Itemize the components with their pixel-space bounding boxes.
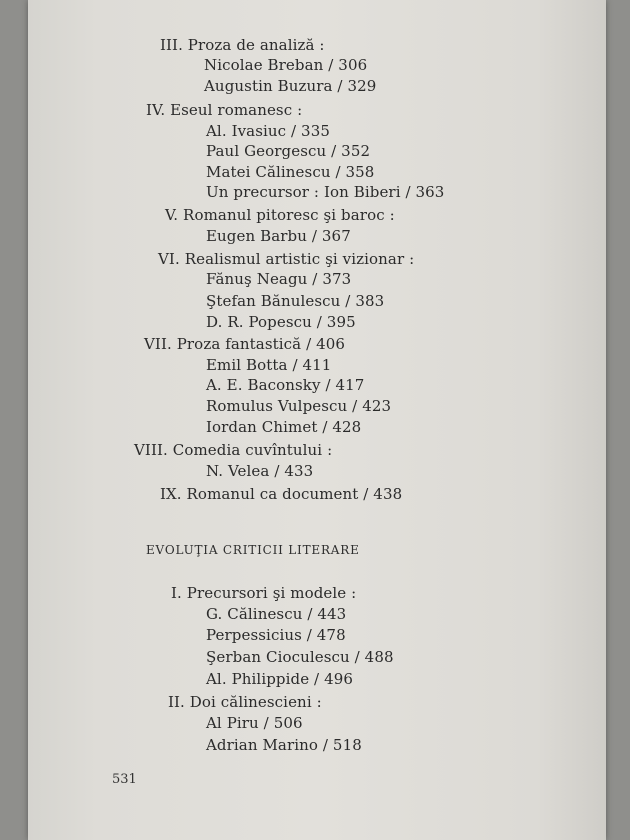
toc-entry: Matei Călinescu / 358 [206, 163, 375, 181]
toc-part-title: III. Proza de analiză : [160, 36, 325, 54]
toc-entry: A. E. Baconsky / 417 [206, 376, 365, 394]
toc-entry: Paul Georgescu / 352 [206, 142, 371, 160]
toc-entry: Eugen Barbu / 367 [206, 227, 351, 245]
toc-part-title: I. Precursori şi modele : [171, 584, 357, 602]
toc-entry: Şerban Cioculescu / 488 [206, 648, 394, 666]
toc-entry: Al. Ivasiuc / 335 [206, 122, 330, 140]
toc-entry: Perpessicius / 478 [206, 626, 346, 644]
toc-entry: Adrian Marino / 518 [206, 736, 362, 754]
toc-entry: Un precursor : Ion Biberi / 363 [206, 183, 445, 201]
toc-entry: Augustin Buzura / 329 [204, 77, 377, 95]
toc-entry: G. Călinescu / 443 [206, 605, 347, 623]
toc-entry: Al. Philippide / 496 [206, 670, 354, 688]
toc-entry: Emil Botta / 411 [206, 356, 332, 374]
toc-entry: Iordan Chimet / 428 [206, 418, 362, 436]
toc-entry: Al Piru / 506 [206, 714, 303, 732]
toc-part-title: V. Romanul pitoresc şi baroc : [165, 206, 395, 224]
toc-part-title: VI. Realismul artistic şi vizionar : [158, 250, 415, 268]
toc-entry: Ştefan Bănulescu / 383 [206, 292, 385, 310]
toc-entry: Fănuş Neagu / 373 [206, 270, 352, 288]
toc-entry: Romulus Vulpescu / 423 [206, 397, 392, 415]
toc-part-title: VII. Proza fantastică / 406 [144, 335, 346, 353]
book-page [28, 0, 606, 840]
toc-part-title: IV. Eseul romanesc : [146, 101, 303, 119]
toc-part-title: IX. Romanul ca document / 438 [160, 485, 403, 503]
section-heading: EVOLUŢIA CRITICII LITERARE [146, 543, 360, 557]
toc-entry: Nicolae Breban / 306 [204, 56, 368, 74]
toc-part-title: II. Doi călinescieni : [168, 693, 322, 711]
toc-entry: N. Velea / 433 [206, 462, 314, 480]
toc-entry: D. R. Popescu / 395 [206, 313, 356, 331]
page-number: 531 [112, 772, 137, 787]
toc-part-title: VIII. Comedia cuvîntului : [134, 441, 333, 459]
